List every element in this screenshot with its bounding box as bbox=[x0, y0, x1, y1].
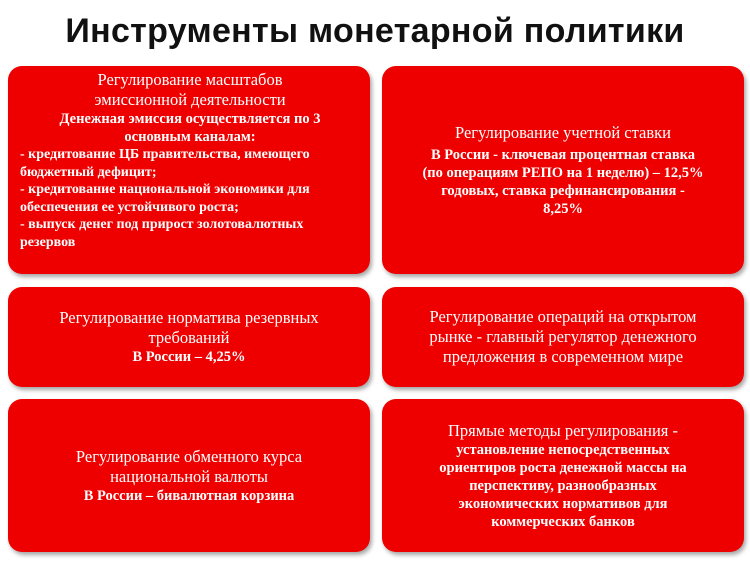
emission-channels-list bbox=[20, 146, 360, 251]
box-subtext: коммерческих банков bbox=[491, 513, 635, 530]
box-heading: Регулирование операций на открытом bbox=[429, 307, 697, 326]
box-subtext: Денежная эмиссия осуществляется по 3 bbox=[59, 111, 321, 127]
list-item: - выпуск денег под прирост золотовалютных резервов bbox=[20, 217, 304, 250]
box-subtext: В России – бивалютная корзина bbox=[83, 487, 295, 504]
box-heading: эмиссионной деятельности bbox=[94, 90, 286, 109]
box-subtext: установление непосредственных bbox=[456, 441, 670, 458]
box-subtext: (по операциям РЕПО на 1 неделю) – 12,5% bbox=[422, 164, 704, 181]
box-heading: предложения в современном мире bbox=[442, 347, 684, 366]
box-heading: Прямые методы регулирования - bbox=[447, 420, 679, 440]
list-item: - кредитование ЦБ правительства, имеющего бюджетный дефицит; bbox=[20, 147, 310, 180]
box-subtext: 8,25% bbox=[543, 200, 583, 217]
box-subtext: годовых, ставка рефинансирования - bbox=[441, 182, 685, 199]
box-heading: Регулирование учетной ставки bbox=[455, 122, 671, 142]
box-subtext: В России - ключевая процентная ставка bbox=[430, 146, 696, 163]
box-subtext: ориентиров роста денежной массы на bbox=[439, 459, 687, 476]
exchange-rate-box bbox=[8, 399, 370, 552]
box-subtext: основным каналам: bbox=[124, 129, 256, 145]
page-title: Инструменты монетарной политики bbox=[65, 12, 685, 50]
reserve-requirements-box bbox=[8, 287, 370, 387]
box-heading: требований bbox=[148, 328, 230, 347]
box-subtext: перспективу, разнообразных bbox=[469, 477, 657, 494]
box-subtext: экономических нормативов для bbox=[458, 495, 668, 512]
box-subtext: В России – 4,25% bbox=[132, 349, 246, 365]
box-heading: Регулирование норматива резервных bbox=[59, 308, 319, 327]
box-heading: Регулирование масштабов bbox=[97, 70, 283, 89]
open-market-box bbox=[382, 287, 744, 387]
box-heading: Регулирование обменного курса bbox=[75, 446, 303, 466]
list-item: - кредитование национальной экономики для обеспечения ее устойчивого роста; bbox=[20, 182, 310, 215]
discount-rate-box bbox=[382, 66, 744, 274]
direct-methods-box bbox=[382, 399, 744, 552]
emission-regulation-box bbox=[8, 66, 370, 274]
box-heading: рынке - главный регулятор денежного bbox=[429, 327, 697, 346]
box-heading: национальной валюты bbox=[110, 466, 268, 486]
